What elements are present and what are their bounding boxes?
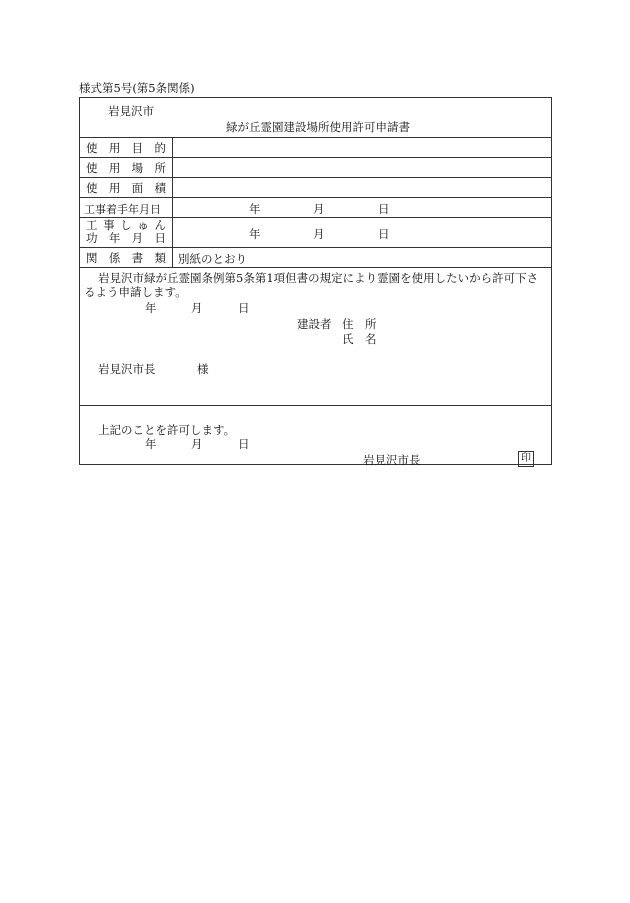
approval-section xyxy=(80,406,551,467)
addressee-honorific: 様 xyxy=(197,362,209,376)
application-day: 日 xyxy=(238,301,250,315)
place-field[interactable] xyxy=(174,158,551,177)
approval-year: 年 xyxy=(145,437,157,451)
application-text-line1: 岩見沢市緑が丘霊園条例第5条第1項但書の規定により霊園を使用したいから許可下さ xyxy=(98,271,539,285)
approval-signer: 岩見沢市長 xyxy=(363,453,421,467)
application-form-table xyxy=(79,97,552,465)
completion-date-row xyxy=(80,218,551,248)
approval-day: 日 xyxy=(238,437,250,451)
start-day: 日 xyxy=(378,202,390,216)
approval-text: 上記のことを許可します。 xyxy=(98,423,236,437)
purpose-row xyxy=(80,138,551,158)
builder-label: 建設者 xyxy=(297,317,332,331)
documents-row xyxy=(80,248,551,268)
application-section xyxy=(80,268,551,406)
start-date-row xyxy=(80,198,551,218)
addressee: 岩見沢市長 xyxy=(98,362,156,376)
area-row xyxy=(80,178,551,198)
place-row xyxy=(80,158,551,178)
start-date-label: 工事着手年月日 xyxy=(80,198,173,217)
completion-year: 年 xyxy=(249,227,261,241)
header-row xyxy=(80,98,551,138)
approval-month: 月 xyxy=(191,437,203,451)
place-label: 使 用 場 所 xyxy=(80,158,173,177)
start-year: 年 xyxy=(249,202,261,216)
city-name: 岩見沢市 xyxy=(108,104,154,118)
application-text-line2: るよう申請します。 xyxy=(84,285,187,299)
document-title: 緑が丘霊園建設場所使用許可申請書 xyxy=(226,120,410,134)
name-label: 氏 名 xyxy=(342,332,377,346)
documents-value: 別紙のとおり xyxy=(178,252,247,266)
start-month: 月 xyxy=(313,202,325,216)
area-field[interactable] xyxy=(174,178,551,197)
application-year: 年 xyxy=(145,301,157,315)
documents-label: 関 係 書 類 xyxy=(80,248,173,267)
address-label: 住 所 xyxy=(342,317,377,331)
purpose-field[interactable] xyxy=(174,138,551,157)
seal-mark: 印 xyxy=(518,451,534,467)
completion-month: 月 xyxy=(313,227,325,241)
completion-date-label: 工 事 し ゅ ん 功 年 月 日 xyxy=(80,218,173,247)
application-month: 月 xyxy=(191,301,203,315)
purpose-label: 使 用 目 的 xyxy=(80,138,173,157)
form-number: 様式第5号(第5条関係) xyxy=(79,81,195,95)
completion-day: 日 xyxy=(378,227,390,241)
area-label: 使 用 面 積 xyxy=(80,178,173,197)
